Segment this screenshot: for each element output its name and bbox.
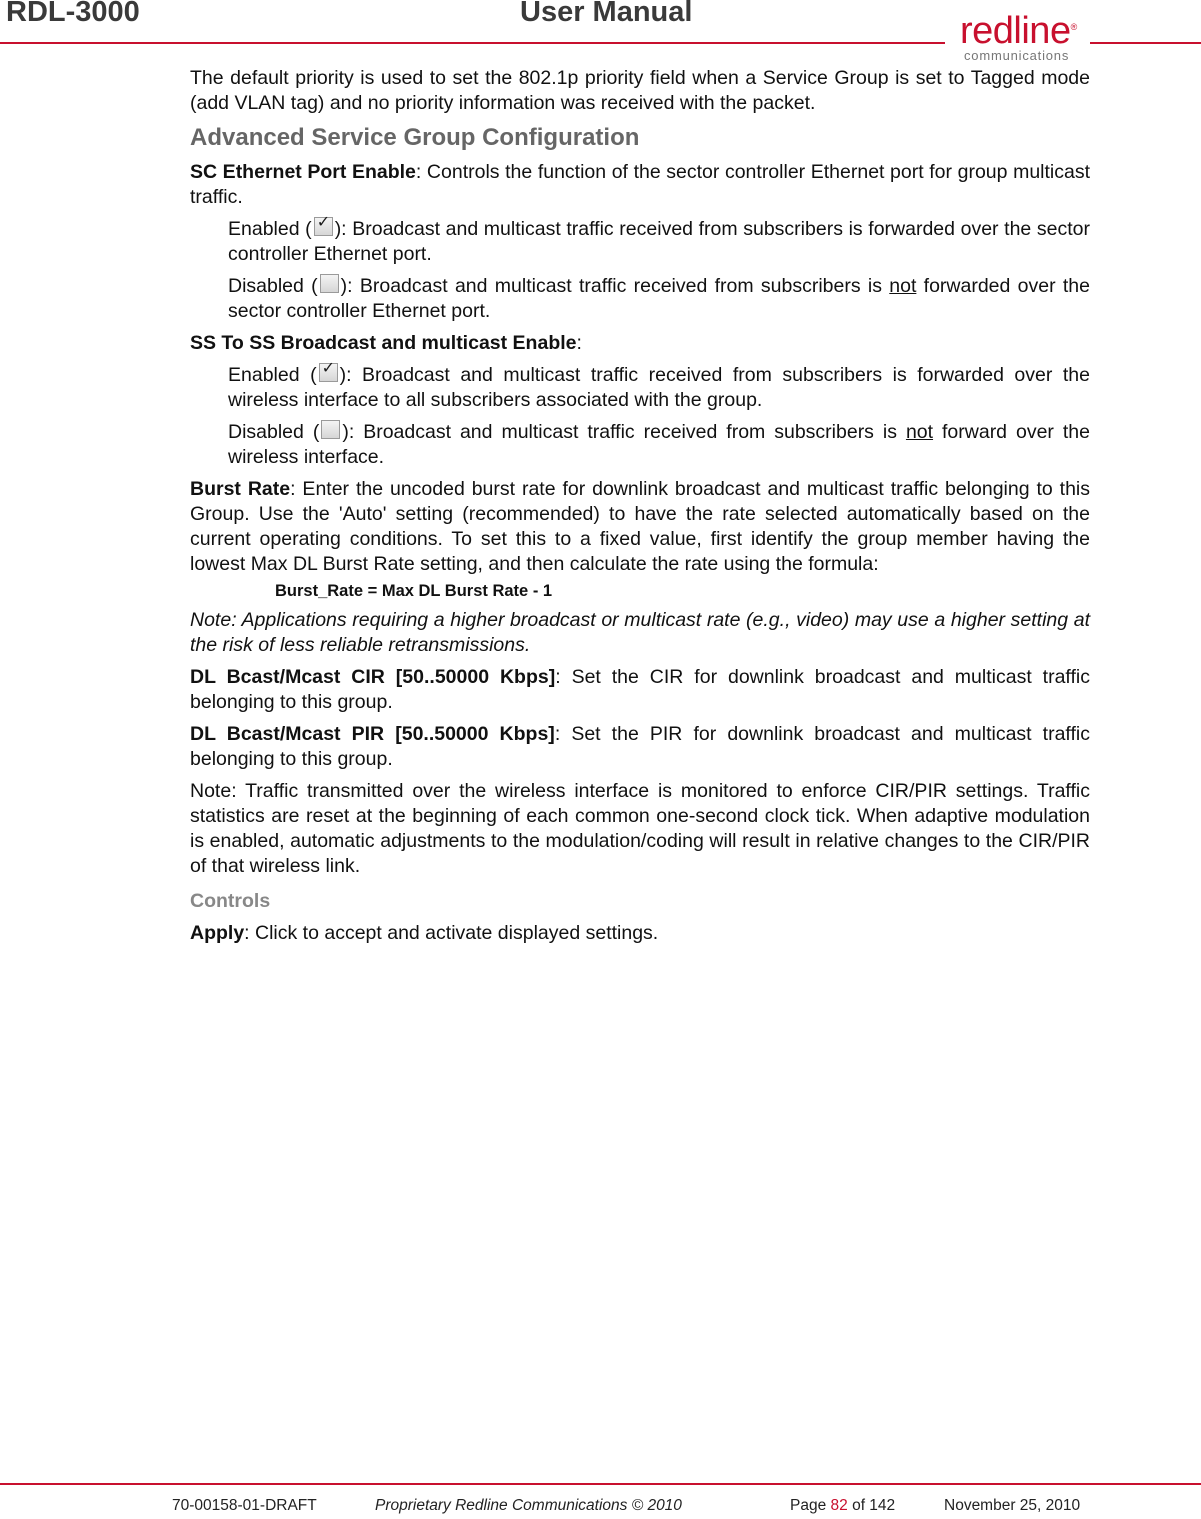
- logo-wordmark: redline: [960, 10, 1071, 52]
- sc-enabled-prefix: Enabled (: [228, 218, 312, 240]
- sc-disabled-suffix: forwarded over the sector controller Ethernet port.: [228, 275, 1090, 322]
- ss-bcast-colon: :: [576, 332, 582, 354]
- sc-port-enabled: [228, 214, 1090, 267]
- burst-rate-label: Burst Rate: [190, 478, 291, 500]
- checkbox-checked-icon: ✓: [314, 217, 333, 236]
- apply-label: Apply: [190, 922, 245, 944]
- ss-bcast-label: SS To SS Broadcast and multicast Enable: [190, 332, 577, 354]
- sc-disabled-not: not: [889, 275, 917, 297]
- burst-rate-formula: Burst_Rate = Max DL Burst Rate - 1: [275, 582, 553, 600]
- cir-paragraph: [190, 665, 1090, 715]
- sc-disabled-prefix: Disabled (: [228, 275, 318, 297]
- footer-page-total: of 142: [847, 1497, 896, 1514]
- page-content: [190, 66, 1090, 946]
- ss-enabled-text: ): Broadcast and multicast traffic received from subscribers is forwarded over the wireless interface to all subscribers associated with the group.: [228, 364, 1090, 411]
- footer-page-prefix: Page: [790, 1497, 831, 1514]
- pir-desc: : Set the PIR for downlink broadcast and multicast traffic belonging to this group.: [190, 723, 1091, 770]
- header-doc-title: RDL-3000: [6, 0, 140, 28]
- pir-label: DL Bcast/Mcast PIR [50..50000 Kbps]: [190, 723, 555, 745]
- sc-port-desc: : Controls the function of the sector controller Ethernet port for group multicast traffic.: [190, 161, 1091, 208]
- intro-paragraph: The default priority is used to set the 802.1p priority field when a Service Group is set to Tagged mode (add VLAN tag) and no priority information was received with the packet.: [190, 67, 1090, 114]
- footer-rule: [0, 1483, 1201, 1485]
- ss-bcast-enabled: [228, 360, 1090, 413]
- footer-page-number: [790, 1497, 895, 1515]
- footer-date: November 25, 2010: [944, 1497, 1081, 1514]
- sc-enabled-text: ): Broadcast and multicast traffic received from subscribers is forwarded over the sector controller Ethernet port.: [228, 218, 1090, 265]
- sc-disabled-text: ): Broadcast and multicast traffic received from subscribers is: [340, 275, 890, 297]
- ss-disabled-prefix: Disabled (: [228, 421, 320, 443]
- ss-bcast-paragraph: [190, 331, 1090, 356]
- section-heading: Advanced Service Group Configuration: [190, 124, 640, 151]
- cir-desc: : Set the CIR for downlink broadcast and multicast traffic belonging to this group.: [190, 666, 1090, 713]
- logo-registered-mark: ®: [1070, 22, 1078, 32]
- burst-rate-paragraph: [190, 477, 1090, 577]
- ss-enabled-prefix: Enabled (: [228, 364, 317, 386]
- burst-rate-note: Note: Applications requiring a higher broadcast or multicast rate (e.g., video) may use a higher setting at the risk of less reliable retransmissions.: [190, 609, 1090, 656]
- footer-doc-id: 70-00158-01-DRAFT: [172, 1497, 317, 1514]
- sc-port-label: SC Ethernet Port Enable: [190, 161, 416, 183]
- redline-logo: [960, 12, 1085, 64]
- cir-label: DL Bcast/Mcast CIR [50..50000 Kbps]: [190, 666, 556, 688]
- ss-disabled-suffix: forward over the wireless interface.: [228, 421, 1090, 468]
- header-manual-title: User Manual: [520, 0, 693, 28]
- header-rule-left: [0, 42, 945, 44]
- ss-bcast-disabled: [228, 420, 1090, 470]
- ss-disabled-text: ): Broadcast and multicast traffic received from subscribers is: [342, 421, 906, 443]
- logo-subtitle: communications: [964, 48, 1070, 63]
- traffic-note: Note: Traffic transmitted over the wireless interface is monitored to enforce CIR/PIR settings. Traffic statistics are reset at the beginning of each common one-second clock tick. When adaptive modulation is enabled, automatic adjustments to the modulation/coding will result in relative changes to the CIR/PIR of that wireless link.: [190, 780, 1090, 877]
- sc-port-paragraph: [190, 160, 1090, 210]
- pir-paragraph: [190, 722, 1090, 772]
- footer-copyright: Proprietary Redline Communications © 2010: [375, 1497, 682, 1514]
- header-rule-right: [1090, 42, 1201, 44]
- controls-heading: Controls: [190, 890, 271, 912]
- checkbox-unchecked-icon: [321, 420, 340, 439]
- burst-rate-desc: : Enter the uncoded burst rate for downlink broadcast and multicast traffic belonging to this Group. Use the 'Auto' setting (recommended) to have the rate selected automatically based on the current operating conditions. To set this to a fixed value, first identify the group member having the lowest Max DL Burst Rate setting, and then calculate the rate using the formula:: [190, 478, 1090, 575]
- apply-desc: : Click to accept and activate displayed settings.: [244, 922, 659, 944]
- footer-page-current: 82: [830, 1497, 848, 1514]
- sc-port-disabled: [228, 274, 1090, 324]
- apply-paragraph: [190, 921, 1090, 946]
- checkbox-checked-icon: ✓: [319, 363, 338, 382]
- ss-disabled-not: not: [905, 421, 934, 443]
- checkbox-unchecked-icon: [320, 274, 339, 293]
